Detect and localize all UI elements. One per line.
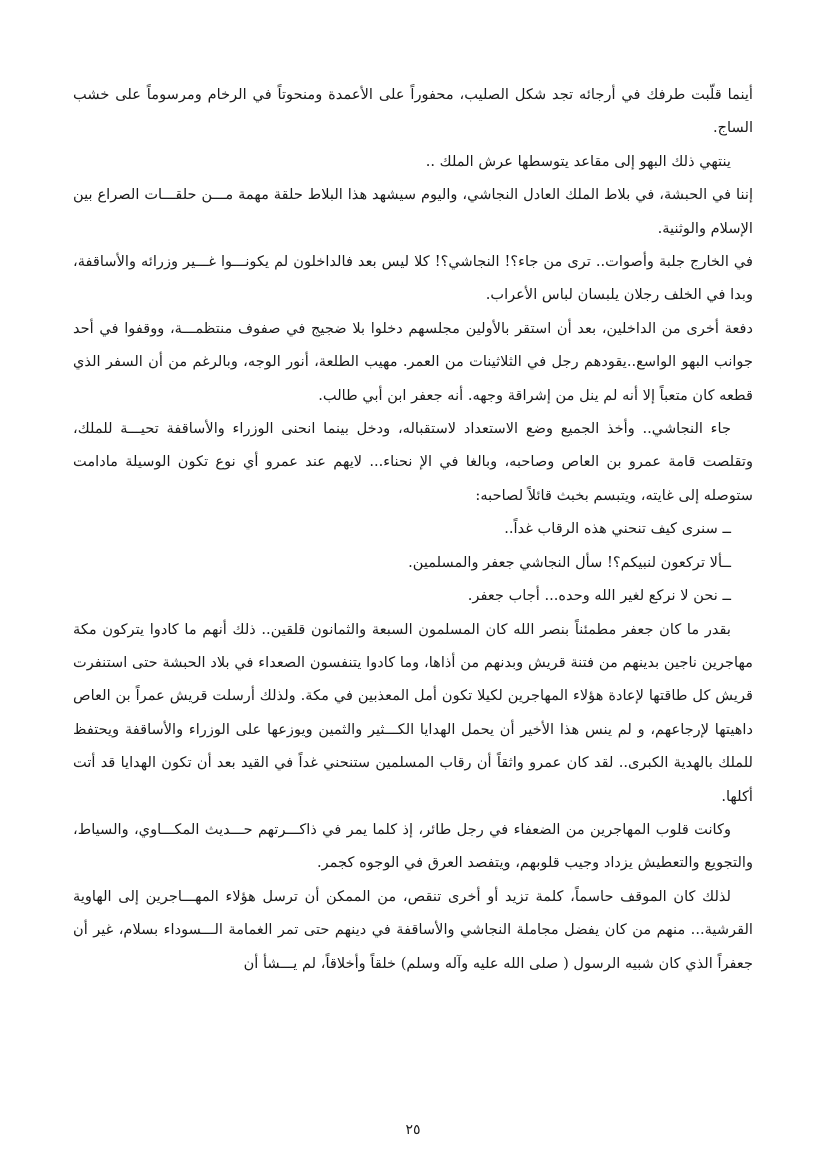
paragraph-hearts-fear: وكانت قلوب المهاجرين من الضعفاء في رجل طائر، إذ كلما يمر في ذاكـــرتهم حـــديث المكـــاوي، والسياط، والتجويع والتعطيش يزداد وجيب قلوبهم، ويتفصد العرق في الوجوه كجمر. bbox=[73, 820, 753, 872]
paragraph-abyssinia-court: إننا في الحبشة، في بلاط الملك العادل النجاشي، واليوم سيشهد هذا البلاط حلقة مهمة مـــن حلقـــات الصراع بين الإسلام والوثنية. bbox=[73, 186, 753, 237]
paragraph-throne-hall: ينتهي ذلك البهو إلى مقاعد يتوسطها عرش الملك .. bbox=[425, 152, 731, 170]
paragraph-decisive-moment: لذلك كان الموقف حاسماً، كلمة تزيد أو أخرى تنقص، من الممكن أن ترسل هؤلاء المهـــاجرين إلى الهاوية القرشية... منهم من كان يفضل مجاملة النجاشي والأساقفة في دينهم حتى تمر الغمامة الـــسوداء بسلام، غير أن جعفراً الذي كان شبيه الرسول ( صلى الله عليه وآله وسلم) خلقاً وأخلاقاً، لم يـــشأ أن bbox=[73, 887, 753, 972]
dialogue-line-amr: ــ سنرى كيف تنحني هذه الرقاب غداً.. bbox=[504, 520, 731, 538]
paragraph-jafar-arrival: دفعة أخرى من الداخلين، بعد أن استقر بالأولين مجلسهم دخلوا بلا ضجيج في صفوف منتظمـــة، ووقفوا في أحد جوانب البهو الواسع..يقودهم رجل في الثلاثينات من العمر. مهيب الطلعة، أنور الوجه، وبالرغم من أن السفر الذي قطعه كان متعباً إلا أنه لم ينل من إشراقة وجهه. أنه جعفر ابن أبي طالب. bbox=[73, 319, 753, 404]
paragraph-cross-description: أينما قلّبت طرفك في أرجائه تجد شكل الصليب، محفوراً على الأعمدة ومنحوتاً في الرخام ومرسوماً على خشب الساج. bbox=[73, 86, 753, 137]
paragraph-negus-arrival: جاء النجاشي.. وأخذ الجميع وضع الاستعداد لاستقباله، ودخل بينما انحنى الوزراء والأساقفة تحيـــة للملك، وتقلصت قامة عمرو بن العاص وصاحبه، وبالغا في الإ نحناء... لايهم عند عمرو أي نوع تكون الوسيلة مادامت ستوصله إلى غايته، ويتبسم بخبث قائلاً لصاحبه: bbox=[73, 420, 753, 504]
paragraph-commotion-outside: في الخارج جلبة وأصوات.. ترى من جاء؟! النجاشي؟! كلا ليس بعد فالداخلون لم يكونـــوا غـــير وزرائه والأساقفة، وبدا في الخلف رجلان يلبسان لباس الأعراب. bbox=[73, 253, 753, 304]
page-number: ٢٥ bbox=[405, 1122, 421, 1138]
text-body bbox=[73, 78, 753, 980]
dialogue-line-jafar: ــ نحن لا نركع لغير الله وحده... أجاب جعفر. bbox=[467, 587, 731, 605]
paragraph-muslims-anxiety: بقدر ما كان جعفر مطمئناً بنصر الله كان المسلمون السبعة والثمانون قلقين.. ذلك أنهم ما كادوا يتركون مكة مهاجرين ناجين بدينهم من فتنة قريش وبدنهم من أذاها، وما كادوا يتنفسون الصعداء في بلاد الحبشة حتى استنفرت قريش كل طاقتها لإعادة هؤلاء المهاجرين لكيلا تكون أمل المعذبين في مكة. ولذلك أرسلت قريش عمراً بن العاص داهيتها لإرجاعهم، و لم ينس هذا الأخير أن يحمل الهدايا الكـــثير والثمين ويوزعها على الوزراء والأساقفة ويحتفظ للملك بالهدية الكبرى.. لقد كان عمرو واثقاً أن رقاب المسلمين ستنحني غداً في القيد بعد أن تكون الهدايا قد أتت أكلها. bbox=[73, 620, 753, 805]
dialogue-line-negus: ــألا تركعون لنبيكم؟! سأل النجاشي جعفر والمسلمين. bbox=[408, 553, 731, 571]
